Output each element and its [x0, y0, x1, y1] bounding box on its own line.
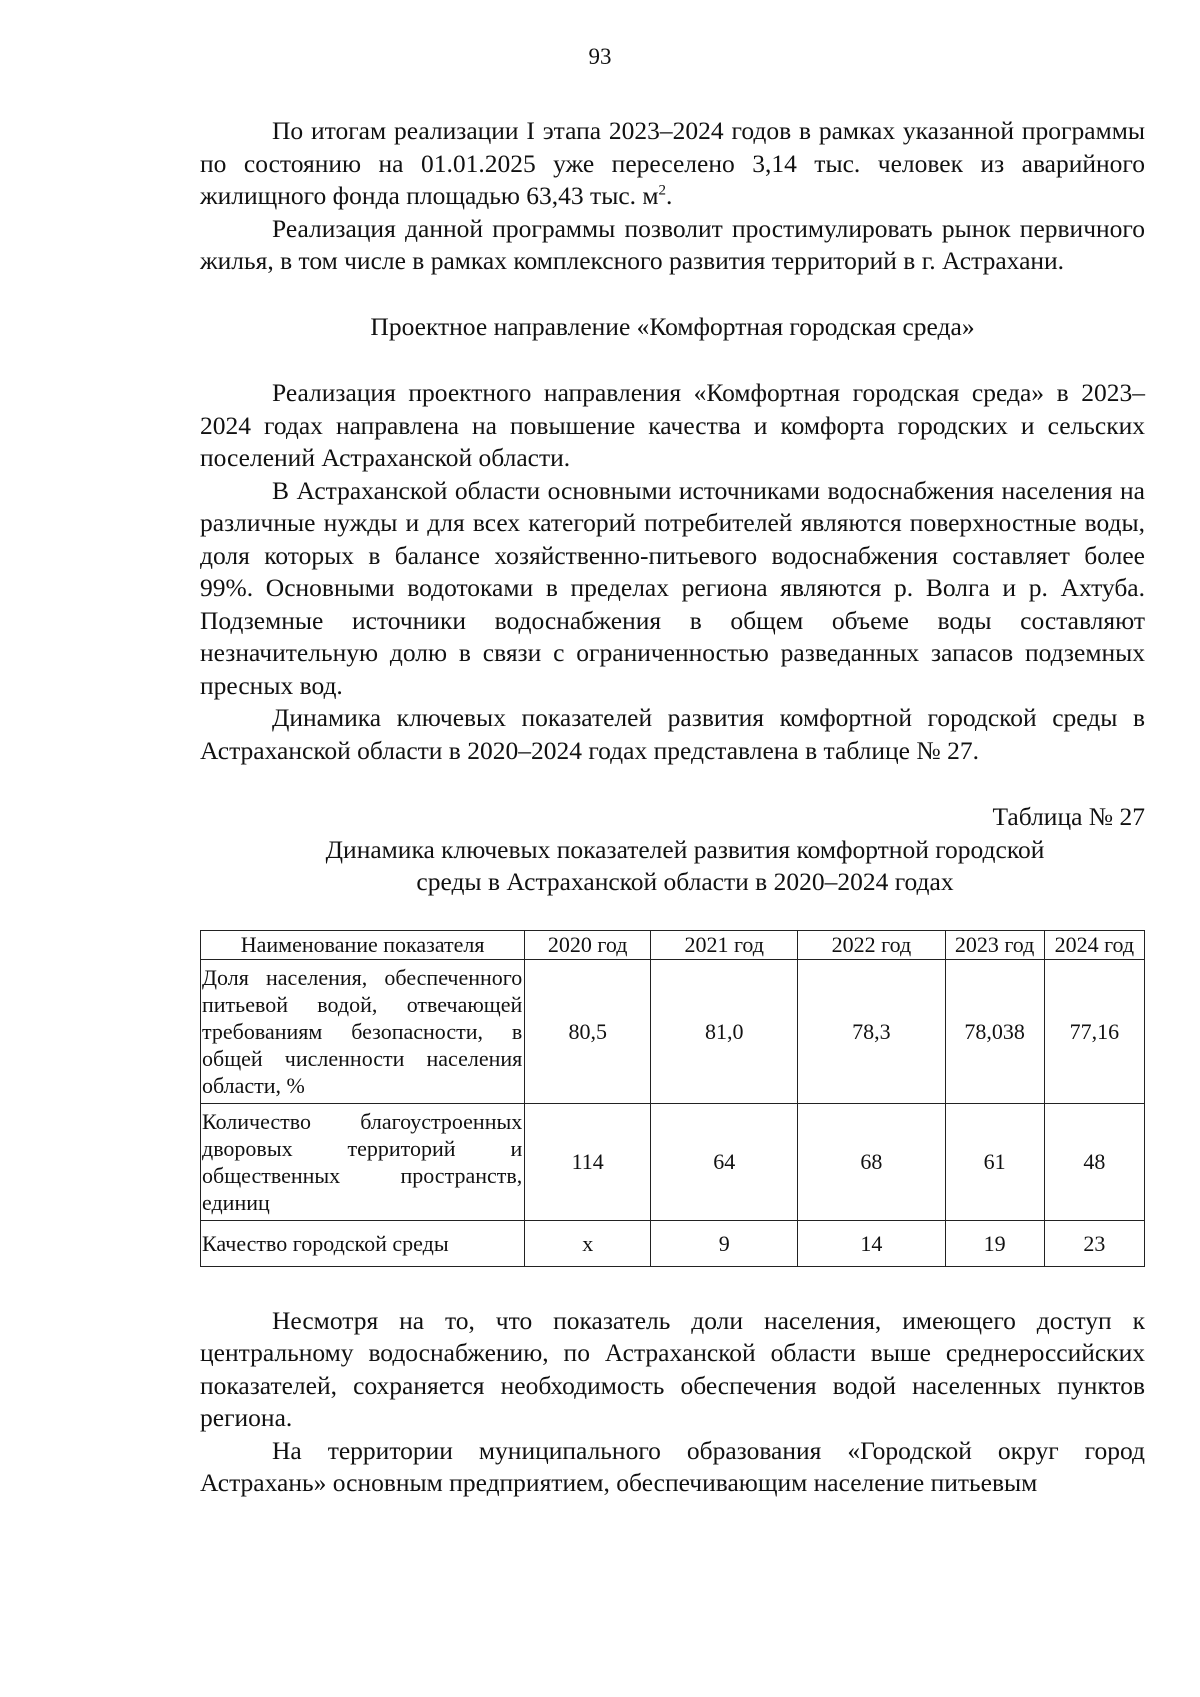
header-cell: 2023 год: [945, 930, 1044, 959]
paragraph: Несмотря на то, что показатель доли населения, имеющего доступ к центральному водоснабжению, по Астраханской области выше среднероссийских показателей, сохраняется необходимость обеспечения водой населенных пунктов региона.: [200, 1305, 1145, 1432]
table-row: [201, 959, 1145, 1103]
value-cell: 61: [945, 1103, 1044, 1220]
paragraph: Динамика ключевых показателей развития комфортной городской среды в Астраханской области в 2020–2024 годах представлена в таблице № 27.: [200, 703, 1145, 765]
value-cell: 23: [1044, 1220, 1144, 1266]
header-cell: 2020 год: [525, 930, 651, 959]
post-table-section: [200, 1305, 1145, 1500]
page-number: 93: [588, 44, 612, 69]
paragraph: Реализация проектного направления «Комфортная городская среда» в 2023–2024 годах направлена на повышение качества и комфорта городских и сельских поселений Астраханской области.: [200, 378, 1145, 472]
value-cell: х: [525, 1220, 651, 1266]
table-title-line: среды в Астраханской области в 2020–2024 годах: [416, 867, 954, 896]
superscript: 2: [658, 182, 667, 199]
table-container: [200, 930, 1145, 1267]
table-row: [201, 1103, 1145, 1220]
table-row: [201, 1220, 1145, 1266]
value-cell: 68: [798, 1103, 945, 1220]
indicator-name: Качество городской среды: [201, 1220, 525, 1266]
paragraph: [200, 115, 1145, 213]
header-cell: 2022 год: [798, 930, 945, 959]
table-title-line: Динамика ключевых показателей развития комфортной городской: [325, 834, 1045, 864]
paragraph-text-end: .: [666, 181, 673, 210]
value-cell: 80,5: [525, 959, 651, 1103]
value-cell: 114: [525, 1103, 651, 1220]
value-cell: 78,3: [798, 959, 945, 1103]
header-cell: Наименование показателя: [201, 930, 525, 959]
value-cell: 48: [1044, 1103, 1144, 1220]
paragraph: Реализация данной программы позволит простимулировать рынок первичного жилья, в том числе в рамках комплексного развития территорий в г. Астрахани.: [200, 213, 1145, 275]
value-cell: 64: [651, 1103, 798, 1220]
value-cell: 19: [945, 1220, 1044, 1266]
value-cell: 81,0: [651, 959, 798, 1103]
table-label: Таблица № 27: [992, 802, 1145, 831]
indicators-table: [200, 930, 1145, 1267]
paragraph: На территории муниципального образования «Городской округ город Астрахань» основным предприятием, обеспечивающим население питьевым: [200, 1435, 1145, 1497]
table-header-row: [201, 930, 1145, 959]
paragraph-text: По итогам реализации I этапа 2023–2024 годов в рамках указанной программы по состоянию на 01.01.2025 уже переселено 3,14 тыс. человек из аварийного жилищного фонда площадью 63,43 тыс. м: [200, 116, 1145, 210]
section-heading: Проектное направление «Комфортная городская среда»: [370, 311, 975, 341]
value-cell: 9: [651, 1220, 798, 1266]
indicator-name: Доля населения, обеспеченного питьевой водой, отвечающей требованиям безопасности, в общей численности населения области, %: [201, 959, 525, 1103]
header-cell: 2021 год: [651, 930, 798, 959]
table-title: [300, 834, 1070, 899]
value-cell: 77,16: [1044, 959, 1144, 1103]
value-cell: 14: [798, 1220, 945, 1266]
value-cell: 78,038: [945, 959, 1044, 1103]
indicator-name: Количество благоустроенных дворовых территорий и общественных пространств, единиц: [201, 1103, 525, 1220]
paragraph: В Астраханской области основными источниками водоснабжения населения на различные нужды и для всех категорий потребителей являются поверхностные воды, доля которых в балансе хозяйственно-питьевого водоснабжения составляет более 99%. Основными водотоками в пределах региона являются р. Волга и р. Ахтуба. Подземные источники водоснабжения в общем объеме воды составляют незначительную долю в связи с ограниченностью разведанных запасов подземных пресных вод.: [200, 475, 1145, 700]
page-content: [200, 115, 1145, 1500]
header-cell: 2024 год: [1044, 930, 1144, 959]
